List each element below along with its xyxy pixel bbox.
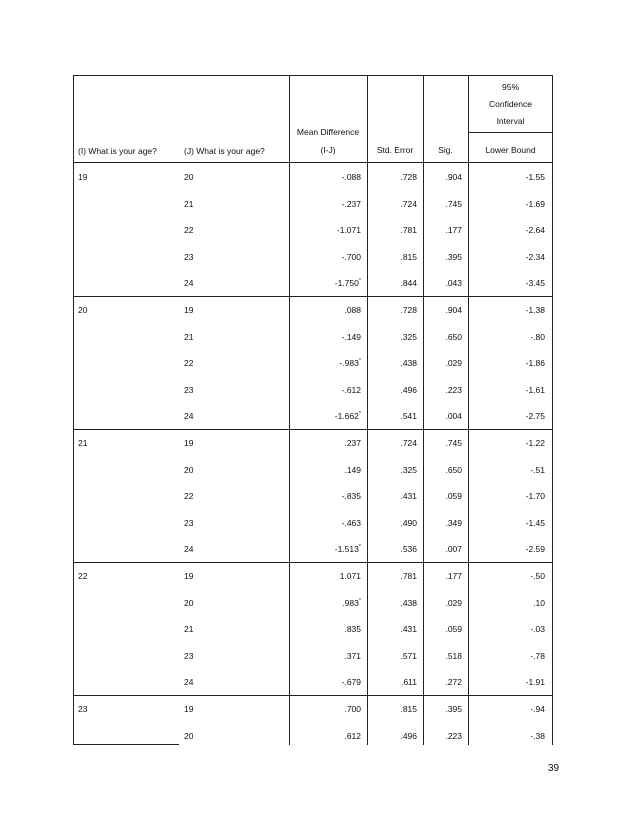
row-age-j: 20 [184,172,194,182]
row-sig: .007 [445,544,462,555]
row-age-j: 19 [184,571,194,581]
significance-star: * [358,544,361,551]
row-mean-difference [289,332,361,343]
group-age-i: 23 [78,704,88,714]
row-sig: .177 [445,225,462,236]
header-ci-2: Confidence [488,99,532,109]
row-sig: .043 [445,278,462,289]
group-age-i: 21 [78,438,88,448]
row-age-j: 21 [184,198,194,209]
row-mean-difference [289,305,361,316]
row-lower-bound: -.78 [530,650,545,661]
row-sig: .272 [445,677,462,688]
row-std-error: .325 [400,331,417,342]
table-bottom-partial-border [73,744,179,745]
row-mean-difference [289,385,361,396]
row-lower-bound: -.03 [530,624,545,635]
mean-difference-value: -.679 [341,677,361,688]
row-mean-difference [289,438,361,449]
mean-difference-value: -.835 [341,491,361,502]
row-sig: .745 [445,198,462,209]
row-mean-difference [289,491,361,502]
row-mean-difference [289,199,361,210]
mean-difference-value: .237 [344,438,361,448]
row-std-error: .611 [401,677,417,688]
header-col-j: (J) What is your age? [184,146,265,156]
significance-star: * [358,278,361,285]
row-lower-bound: -1.45 [525,517,545,528]
row-age-j: 22 [184,358,194,369]
row-age-j: 23 [184,650,194,661]
header-ci-3: Interval [496,116,525,126]
row-age-j: 19 [184,704,194,714]
row-age-j: 24 [184,411,194,422]
group-divider [73,695,553,696]
row-lower-bound: -.80 [530,331,545,342]
mean-difference-value: .700 [344,704,361,714]
row-std-error: .844 [400,278,417,289]
row-mean-difference [289,411,361,422]
header-ci-1: 95% [501,82,519,92]
row-sig: .029 [445,597,462,608]
row-std-error: .431 [400,491,417,502]
row-mean-difference [289,544,361,555]
row-mean-difference [289,225,361,236]
row-lower-bound: -1.70 [525,491,545,502]
row-lower-bound: -1.91 [525,677,545,688]
header-col-i: (I) What is your age? [78,146,157,156]
row-age-j: 20 [184,464,194,475]
row-sig: .650 [445,464,462,475]
header-sig: Sig. [438,145,453,155]
group-divider [73,296,553,297]
row-age-j: 20 [184,597,194,608]
row-age-j: 23 [184,517,194,528]
row-mean-difference [289,358,361,369]
row-std-error: .728 [400,305,417,315]
row-std-error: .541 [400,411,417,422]
row-sig: .059 [445,624,462,635]
mean-difference-value: -.700 [341,251,361,262]
row-std-error: .496 [400,384,417,395]
row-lower-bound: -2.75 [525,411,545,422]
table-right-border [552,75,553,745]
row-mean-difference [289,278,361,289]
header-bottom-border [73,162,553,163]
row-sig: .904 [445,305,462,315]
row-sig: .395 [445,251,462,262]
row-lower-bound: -3.45 [525,278,545,289]
row-sig: .029 [445,358,462,369]
row-age-j: 23 [184,384,194,395]
mean-difference-value: .088 [344,305,361,315]
row-mean-difference [289,651,361,662]
row-std-error: .781 [400,225,417,236]
mean-difference-value: .149 [344,464,361,475]
row-mean-difference [289,172,361,183]
row-lower-bound: -.50 [530,571,545,581]
row-std-error: .438 [400,358,417,369]
group-divider [73,429,553,430]
group-age-i: 19 [78,172,88,182]
row-lower-bound: .10 [533,597,545,608]
row-sig: .223 [445,384,462,395]
row-sig: .004 [445,411,462,422]
row-std-error: .781 [400,571,417,581]
row-lower-bound: -1.22 [525,438,545,448]
table-left-border [73,75,74,745]
mean-difference-value: .612 [344,730,361,741]
significance-star: * [358,411,361,418]
row-sig: .904 [445,172,462,182]
row-age-j: 22 [184,491,194,502]
row-std-error: .724 [400,438,417,448]
row-lower-bound: -.94 [530,704,545,714]
header-mean-diff-1: Mean Difference [296,127,360,137]
row-mean-difference [289,677,361,688]
row-std-error: .490 [400,517,417,528]
row-mean-difference [289,598,361,609]
row-sig: .059 [445,491,462,502]
row-lower-bound: -1.55 [525,172,545,182]
row-lower-bound: -1.61 [525,384,545,395]
mean-difference-value: -.612 [341,384,361,395]
row-sig: .223 [445,730,462,741]
row-mean-difference [289,465,361,476]
row-age-j: 19 [184,305,194,315]
mean-difference-value: -.088 [341,172,361,182]
row-lower-bound: -2.34 [525,251,545,262]
row-mean-difference [289,704,361,715]
row-std-error: .431 [400,624,417,635]
row-sig: .395 [445,704,462,714]
row-mean-difference [289,252,361,263]
mean-difference-value: .371 [344,650,361,661]
row-mean-difference [289,731,361,742]
row-sig: .745 [445,438,462,448]
ci-subheader-line [468,132,553,133]
mean-difference-value: -.149 [341,331,361,342]
row-mean-difference [289,624,361,635]
mean-difference-value: .983 [342,597,359,608]
row-sig: .349 [445,517,462,528]
header-std-error: Std. Error [376,145,414,155]
row-lower-bound: -2.59 [525,544,545,555]
mean-difference-value: -.237 [341,198,361,209]
row-mean-difference [289,571,361,582]
row-age-j: 21 [184,624,194,635]
row-std-error: .728 [400,172,417,182]
row-lower-bound: -.51 [530,464,545,475]
row-sig: .650 [445,331,462,342]
row-age-j: 19 [184,438,194,448]
mean-difference-value: -1.513 [334,544,359,555]
page-number: 39 [548,763,560,774]
significance-star: * [358,358,361,365]
row-std-error: .496 [400,730,417,741]
mean-difference-value: 1.071 [339,571,361,581]
row-lower-bound: -2.64 [525,225,545,236]
mean-difference-value: -1.662 [334,411,359,422]
row-std-error: .571 [400,650,417,661]
table-top-border [73,75,553,76]
mean-difference-value: -1.071 [336,225,361,236]
row-lower-bound: -1.69 [525,198,545,209]
row-std-error: .536 [400,544,417,555]
row-mean-difference [289,518,361,529]
row-age-j: 22 [184,225,194,236]
mean-difference-value: -1.750 [334,278,359,289]
group-divider [73,562,553,563]
row-std-error: .815 [400,704,417,714]
mean-difference-value: -.463 [341,517,361,528]
mean-difference-value: -.983 [339,358,359,369]
row-age-j: 23 [184,251,194,262]
row-age-j: 24 [184,677,194,688]
row-std-error: .815 [400,251,417,262]
row-lower-bound: -1.86 [525,358,545,369]
header-mean-diff-2: (I-J) [320,145,336,155]
row-std-error: .325 [400,464,417,475]
row-std-error: .724 [400,198,417,209]
group-age-i: 22 [78,571,88,581]
row-sig: .518 [445,650,462,661]
significance-star: * [358,597,361,604]
row-age-j: 21 [184,331,194,342]
mean-difference-value: .835 [344,624,361,635]
row-lower-bound: -1.38 [525,305,545,315]
group-age-i: 20 [78,305,88,315]
row-age-j: 20 [184,730,194,741]
row-std-error: .438 [400,597,417,608]
row-sig: .177 [445,571,462,581]
row-lower-bound: -.38 [530,730,545,741]
row-age-j: 24 [184,544,194,555]
header-lower-bound: Lower Bound [485,145,536,155]
multiple-comparisons-table [73,75,553,745]
row-age-j: 24 [184,278,194,289]
